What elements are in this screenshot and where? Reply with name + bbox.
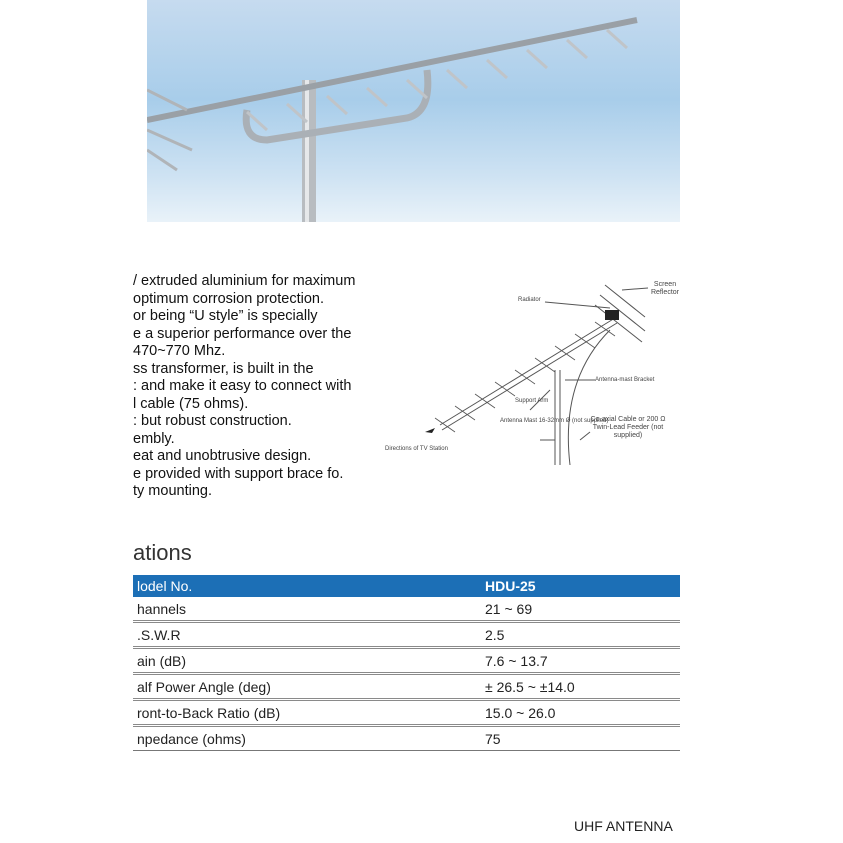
spec-label: ain (dB) <box>133 648 485 674</box>
table-row <box>133 674 680 700</box>
label-bracket: Antenna-mast Bracket <box>595 377 655 383</box>
label-support-arm: Support Arm <box>515 398 549 404</box>
label-direction: Directions of TV Station <box>385 446 448 452</box>
table-row <box>133 597 680 622</box>
table-header <box>133 575 680 597</box>
antenna-photo <box>147 0 680 222</box>
label-screen-reflector: Screen Reflector <box>650 281 679 296</box>
spec-value: 7.6 ~ 13.7 <box>485 648 680 674</box>
spec-value: 15.0 ~ 26.0 <box>485 700 680 726</box>
table-row <box>133 726 680 751</box>
feature-line: eat and unobtrusive design. <box>133 448 312 464</box>
spec-label: hannels <box>133 597 485 622</box>
antenna-diagram <box>380 270 680 470</box>
header-model: HDU-25 <box>485 575 680 597</box>
label-cable: Co-axial Cable or 200 Ω Twin-Lead Feeder (not supplied) <box>590 416 666 439</box>
spec-value: 2.5 <box>485 622 680 648</box>
feature-line: 470~770 Mhz. <box>133 343 226 359</box>
specifications-title: ations <box>133 540 192 565</box>
spec-table <box>133 575 680 751</box>
spec-value: ± 26.5 ~ ±14.0 <box>485 674 680 700</box>
table-row <box>133 648 680 674</box>
feature-line: embly. <box>133 430 175 447</box>
label-mast: Antenna Mast 16-32mm Ø (not supplied) <box>500 418 609 424</box>
feature-line: : and make it easy to connect with <box>133 378 352 394</box>
feature-line: ss transformer, is built in the <box>133 360 314 377</box>
feature-line: or being “U style” is specially <box>133 308 318 324</box>
table-row <box>133 700 680 726</box>
header-label: lodel No. <box>133 575 485 597</box>
footer-label: UHF ANTENNA <box>574 818 673 834</box>
spec-value: 21 ~ 69 <box>485 597 680 622</box>
feature-line: optimum corrosion protection. <box>133 290 324 307</box>
spec-label: ront-to-Back Ratio (dB) <box>133 700 485 726</box>
feature-line: e provided with support brace fo. <box>133 465 344 482</box>
feature-line: l cable (75 ohms). <box>133 395 249 412</box>
feature-line: : but robust construction. <box>133 413 292 429</box>
spec-label: alf Power Angle (deg) <box>133 674 485 700</box>
feature-line: e a superior performance over the <box>133 325 352 342</box>
spec-label: .S.W.R <box>133 622 485 648</box>
feature-line: ty mounting. <box>133 483 212 499</box>
table-row <box>133 622 680 648</box>
feature-line: / extruded aluminium for maximum <box>133 273 356 289</box>
spec-label: npedance (ohms) <box>133 726 485 751</box>
spec-value: 75 <box>485 726 680 751</box>
label-radiator: Radiator <box>518 297 541 303</box>
features-list <box>133 273 355 501</box>
